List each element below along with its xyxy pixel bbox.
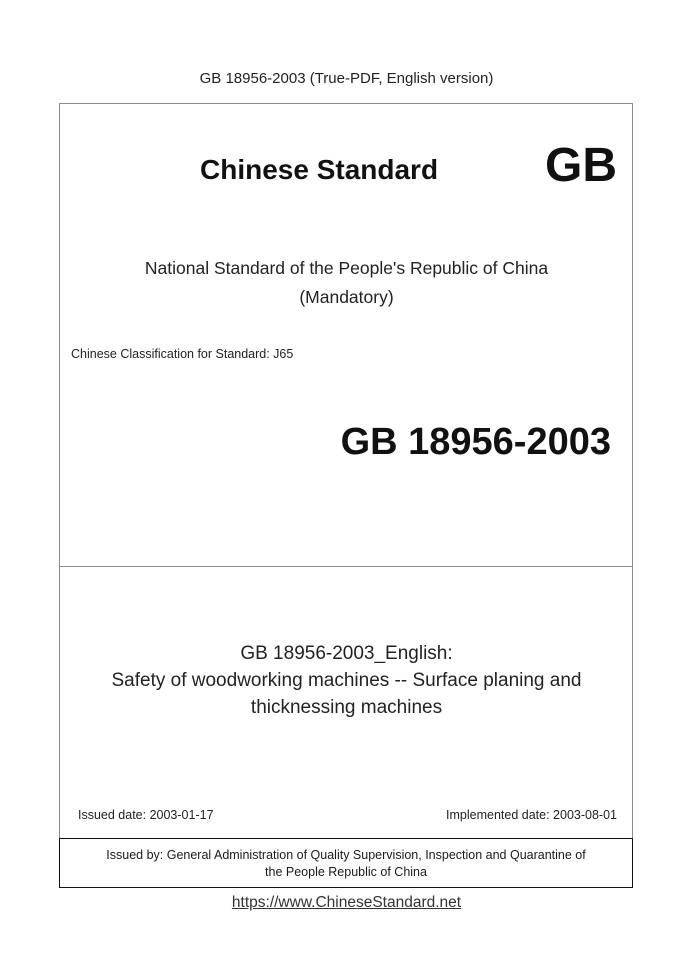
issuer-line-2: the People Republic of China — [265, 865, 427, 879]
website-link[interactable]: https://www.ChineseStandard.net — [231, 894, 462, 911]
english-title-line-3: thicknessing machines — [250, 697, 443, 718]
classification-line: Chinese Classification for Standard: J65 — [71, 347, 294, 361]
issued-date: Issued date: 2003-01-17 — [78, 808, 214, 822]
national-standard-line: National Standard of the People's Republic of China — [144, 258, 549, 278]
issuer-box — [59, 838, 633, 888]
mandatory-line: (Mandatory) — [299, 287, 394, 307]
english-title-line-2: Safety of woodworking machines -- Surface planing and — [111, 670, 582, 691]
english-title-block — [60, 640, 633, 721]
issuer-line-1: Issued by: General Administration of Quality Supervision, Inspection and Quarantine of — [106, 848, 586, 862]
standard-number: GB 18956-2003 — [340, 421, 611, 463]
standard-type-title: Chinese Standard — [200, 154, 439, 185]
gb-mark: GB — [545, 139, 617, 192]
running-header: GB 18956-2003 (True-PDF, English version) — [199, 70, 494, 87]
implemented-date: Implemented date: 2003-08-01 — [446, 808, 617, 822]
english-title-line-1: GB 18956-2003_English: — [240, 643, 453, 664]
